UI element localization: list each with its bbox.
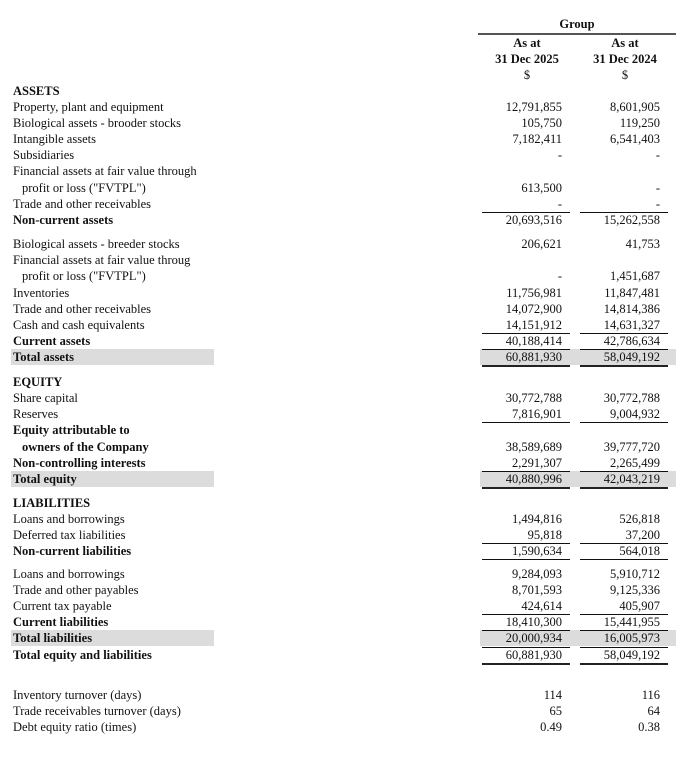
row-label: Property, plant and equipment	[13, 100, 164, 114]
row-label: ASSETS	[13, 84, 60, 98]
value-2025: 18,410,300	[505, 615, 562, 629]
row-label: Cash and cash equivalents	[13, 318, 145, 332]
row-label: EQUITY	[13, 375, 63, 389]
table-row	[0, 511, 677, 527]
value-2025: -	[557, 148, 562, 162]
underline-divider	[580, 471, 668, 472]
value-2024: -	[655, 148, 660, 162]
value-2025: 60,881,930	[505, 648, 562, 662]
value-2024: 15,441,955	[603, 615, 660, 629]
table-row	[0, 614, 677, 630]
underline-divider	[580, 349, 668, 350]
row-label: Biological assets - brooder stocks	[13, 116, 182, 130]
value-2025: -	[557, 269, 562, 283]
underline-divider	[580, 630, 668, 631]
row-label: Deferred tax liabilities	[13, 528, 126, 542]
table-row	[0, 349, 677, 365]
value-2024: 6,541,403	[610, 132, 660, 146]
row-label: Trade receivables turnover (days)	[13, 704, 181, 718]
value-2024: 564,018	[619, 544, 660, 558]
underline-divider	[482, 349, 570, 350]
row-label: Current liabilities	[13, 615, 109, 629]
value-2025: 20,000,934	[505, 631, 562, 645]
value-2025: 20,693,516	[505, 213, 562, 227]
value-2024: 5,910,712	[610, 567, 660, 581]
table-row	[0, 317, 677, 333]
value-2024: 11,847,481	[604, 286, 660, 300]
underline-divider	[580, 663, 668, 665]
underline-divider	[482, 487, 570, 489]
value-2024: 405,907	[619, 599, 660, 613]
underline-divider	[482, 614, 570, 615]
row-label: Intangible assets	[13, 132, 96, 146]
table-row	[0, 630, 677, 646]
value-2025: 30,772,788	[505, 391, 562, 405]
underline-divider	[580, 422, 668, 423]
value-2025: 105,750	[521, 116, 562, 130]
value-2024: 42,043,219	[603, 472, 660, 486]
value-2024: 9,125,336	[610, 583, 660, 597]
value-2025: 60,881,930	[505, 350, 562, 364]
row-label: Total equity	[13, 472, 77, 486]
row-label: profit or loss ("FVTPL")	[22, 269, 146, 283]
row-label: Total assets	[13, 350, 75, 364]
underline-divider	[482, 365, 570, 367]
row-label: Reserves	[13, 407, 59, 421]
value-2025: -	[557, 197, 562, 211]
value-2025: 424,614	[521, 599, 562, 613]
table-row	[0, 582, 677, 598]
row-label: Loans and borrowings	[13, 512, 125, 526]
row-label: Trade and other receivables	[13, 197, 152, 211]
row-label: Current tax payable	[13, 599, 112, 613]
value-2025: 1,494,816	[512, 512, 562, 526]
value-2024: -	[655, 197, 660, 211]
table-row	[0, 406, 677, 422]
underline-divider	[482, 422, 570, 423]
value-2024: 526,818	[619, 512, 660, 526]
row-label: Loans and borrowings	[13, 567, 125, 581]
table-row	[0, 131, 677, 147]
row-label: Trade and other payables	[13, 583, 139, 597]
value-2024: 15,262,558	[603, 213, 660, 227]
row-label: Trade and other receivables	[13, 302, 152, 316]
underline-divider	[580, 543, 668, 544]
table-row	[0, 566, 677, 582]
underline-divider	[580, 212, 668, 213]
row-label: Inventory turnover (days)	[13, 688, 142, 702]
column-header-2024-currency: $	[621, 68, 629, 82]
table-row	[0, 115, 677, 131]
table-row	[0, 598, 677, 614]
underline-divider	[580, 487, 668, 489]
row-label: owners of the Company	[22, 440, 149, 454]
underline-divider	[482, 630, 570, 631]
table-row	[0, 252, 677, 268]
underline-divider	[482, 471, 570, 472]
table-row	[0, 703, 677, 719]
value-2024: 64	[647, 704, 660, 718]
value-2025: 206,621	[521, 237, 562, 251]
row-label: Non-current assets	[13, 213, 114, 227]
value-2025: 11,756,981	[506, 286, 562, 300]
table-row	[0, 147, 677, 163]
table-row	[0, 527, 677, 543]
table-row	[0, 196, 677, 212]
row-label: Inventories	[13, 286, 70, 300]
table-row	[0, 647, 677, 663]
column-header-2024	[576, 35, 674, 83]
value-2024: 8,601,905	[610, 100, 660, 114]
value-2025: 40,188,414	[505, 334, 562, 348]
table-row	[0, 422, 677, 438]
table-row	[0, 163, 677, 179]
underline-divider	[580, 559, 668, 560]
table-row	[0, 390, 677, 406]
value-2025: 40,880,996	[505, 472, 562, 486]
underline-divider	[482, 647, 570, 648]
underline-divider	[580, 614, 668, 615]
table-row	[0, 180, 677, 196]
value-2024: 2,265,499	[610, 456, 660, 470]
value-2025: 114	[543, 688, 562, 702]
value-2024: 37,200	[625, 528, 660, 542]
underline-divider	[482, 663, 570, 665]
row-label: Debt equity ratio (times)	[13, 720, 137, 734]
underline-divider	[580, 333, 668, 334]
table-row	[0, 212, 677, 228]
row-label: Non-controlling interests	[13, 456, 146, 470]
value-2025: 65	[549, 704, 562, 718]
table-row	[0, 301, 677, 317]
underline-divider	[580, 365, 668, 367]
value-2025: 7,816,901	[512, 407, 562, 421]
value-2024: 41,753	[625, 237, 660, 251]
value-2024: 14,631,327	[603, 318, 660, 332]
value-2024: 58,049,192	[603, 648, 660, 662]
value-2024: 30,772,788	[603, 391, 660, 405]
table-row	[0, 268, 677, 284]
value-2024: 1,451,687	[610, 269, 660, 283]
value-2025: 95,818	[527, 528, 562, 542]
value-2025: 0.49	[540, 720, 562, 734]
underline-divider	[482, 559, 570, 560]
value-2024: 14,814,386	[603, 302, 660, 316]
row-label: profit or loss ("FVTPL")	[22, 181, 146, 195]
table-row	[0, 471, 677, 487]
value-2025: 613,500	[521, 181, 562, 195]
row-label: Equity attributable to	[13, 423, 130, 437]
table-row	[0, 455, 677, 471]
underline-divider	[482, 212, 570, 213]
value-2024: 16,005,973	[603, 631, 660, 645]
value-2025: 14,072,900	[505, 302, 562, 316]
underline-divider	[482, 333, 570, 334]
table-row	[0, 333, 677, 349]
row-label: Biological assets - breeder stocks	[13, 237, 180, 251]
table-row	[0, 439, 677, 455]
value-2024: 58,049,192	[603, 350, 660, 364]
value-2024: 119,250	[619, 116, 660, 130]
table-row	[0, 687, 677, 703]
row-label: Financial assets at fair value through	[13, 164, 197, 178]
table-row	[0, 236, 677, 252]
value-2025: 2,291,307	[512, 456, 562, 470]
value-2024: 0.38	[638, 720, 660, 734]
value-2025: 38,589,689	[505, 440, 562, 454]
row-label: Non-current liabilities	[13, 544, 132, 558]
value-2024: 9,004,932	[610, 407, 660, 421]
row-label: Total equity and liabilities	[13, 648, 152, 662]
table-row	[0, 99, 677, 115]
column-header-2025-date: 31 Dec 2025	[495, 52, 559, 66]
column-header-2024-date: 31 Dec 2024	[593, 52, 657, 66]
table-row	[0, 719, 677, 735]
value-2025: 8,701,593	[512, 583, 562, 597]
column-header-2024-line1: As at	[611, 36, 639, 50]
group-header: Group	[478, 16, 676, 35]
column-header-2025	[478, 35, 576, 83]
row-label: Current assets	[13, 334, 91, 348]
value-2025: 1,590,634	[512, 544, 562, 558]
column-header-2025-line1: As at	[513, 36, 541, 50]
table-row	[0, 285, 677, 301]
value-2024: -	[655, 181, 660, 195]
underline-divider	[482, 543, 570, 544]
row-label: Share capital	[13, 391, 78, 405]
row-label: Financial assets at fair value throug	[13, 253, 191, 267]
underline-divider	[580, 647, 668, 648]
row-label: Subsidiaries	[13, 148, 75, 162]
value-2024: 39,777,720	[603, 440, 660, 454]
row-label: LIABILITIES	[13, 496, 91, 510]
row-label: Total liabilities	[13, 631, 93, 645]
value-2025: 9,284,093	[512, 567, 562, 581]
table-row	[0, 543, 677, 559]
value-2025: 7,182,411	[512, 132, 562, 146]
value-2024: 116	[641, 688, 660, 702]
column-header-2025-currency: $	[523, 68, 531, 82]
value-2024: 42,786,634	[603, 334, 660, 348]
table-row	[0, 495, 677, 511]
value-2025: 14,151,912	[505, 318, 562, 332]
value-2025: 12,791,855	[505, 100, 562, 114]
table-row	[0, 374, 677, 390]
table-row	[0, 83, 677, 99]
